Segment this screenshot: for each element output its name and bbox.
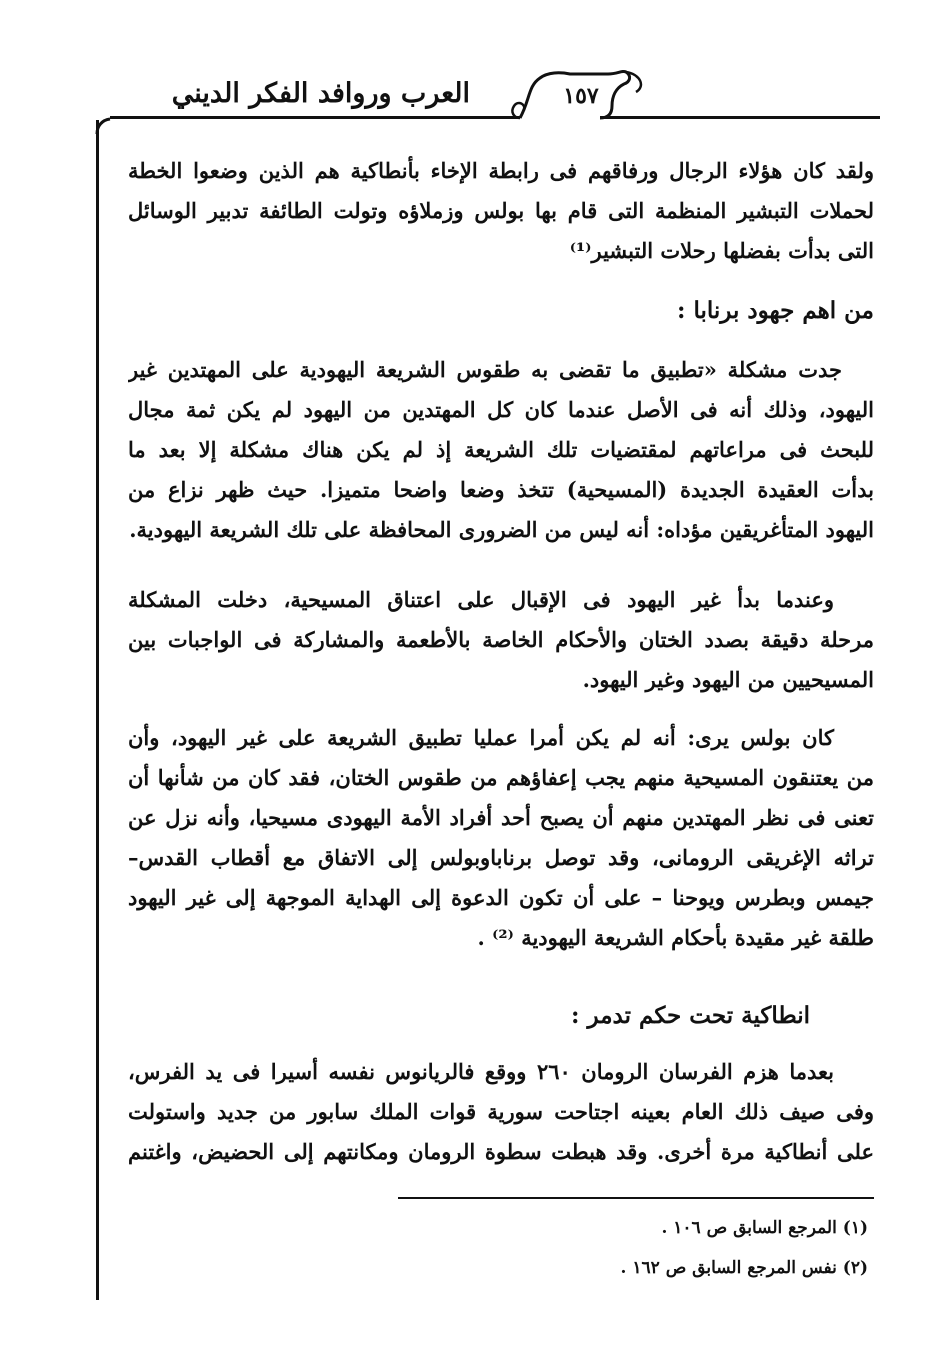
footnote-2: (٢) نفس المرجع السابق ص ١٦٢ .: [620, 1258, 868, 1278]
text-line: بدأت العقيدة الجديدة (المسيحية) تتخذ وضعا واضحا متميزا. حيث ظهر نزاع من: [128, 477, 874, 502]
text-line: تراثه الإغريقى الرومانى، وقد توصل برناباوبولس إلى الاتفاق مع أقطاب القدس–: [128, 845, 874, 870]
text-line: تعنى فى نظر المهتدين منهم أن يصبح أحد أفراد الأمة اليهودى مسيحيا، وأنه نزل عن: [128, 805, 874, 830]
text-line: كان بولس يرى: أنه لم يكن أمرا عمليا تطبيق الشريعة على غير اليهود، وأن: [128, 725, 834, 750]
paragraph-5: [128, 1052, 874, 1172]
text-line: للبحث فى مراعاتهم لمقتضيات تلك الشريعة إذ لم يكن هناك مشكلة إلا بعد ما: [128, 437, 874, 462]
running-header-title: العرب وروافد الفكر الديني: [171, 78, 470, 109]
page-number: ١٥٧: [563, 83, 599, 109]
text-line: وعندما بدأ غير اليهود فى الإقبال على اعتناق المسيحية، دخلت المشكلة: [128, 587, 834, 612]
text-line: التى بدأت بفضلها رحلات التبشير⁽¹⁾: [569, 238, 874, 263]
footnote-divider: [398, 1197, 874, 1199]
scroll-ornament-icon: [0, 0, 929, 140]
paragraph-2: [128, 350, 874, 550]
section-heading-antioch-palmyra: انطاكية تحت حكم تدمر :: [571, 1002, 810, 1029]
frame-top-right-border: [600, 116, 880, 119]
text-line: اليهود المتأغريقين مؤداه: أنه ليس من الضرورى المحافظة على تلك الشريعة اليهودية.: [129, 517, 874, 542]
section-heading-barnabas: من اهم جهود برنابا :: [676, 297, 874, 324]
text-line: جيمس وبطرس ويوحنا – على أن تكون الدعوة إلى الهداية الموجهة إلى غير اليهود: [128, 885, 874, 910]
paragraph-3: [128, 580, 874, 700]
paragraph-4: [128, 718, 874, 958]
text-line: لحملات التبشير المنظمة التى قام بها بولس وزملاؤه وتولت الطائفة تدبير الوسائل: [128, 198, 874, 223]
footnote-1: (١) المرجع السابق ص ١٠٦ .: [661, 1218, 868, 1238]
text-line: بعدما هزم الفرسان الرومان ٢٦٠ ووقع فالريانوس نفسه أسيرا فى يد الفرس،: [128, 1059, 834, 1084]
paragraph-1: [128, 151, 874, 271]
text-line: على أنطاكية مرة أخرى. وقد هبطت سطوة الرومان ومكانتهم إلى الحضيض، واغتنم: [128, 1139, 874, 1164]
frame-top-border: [110, 116, 520, 119]
text-line: ولقد كان هؤلاء الرجال ورفاقهم فى رابطة الإخاء بأنطاكية هم الذين وضعوا الخطة: [128, 158, 874, 183]
frame-left-border: [96, 120, 99, 1300]
text-line: مرحلة دقيقة بصدد الختان والأحكام الخاصة بالأطعمة والمشاركة فى الواجبات بين: [128, 627, 874, 652]
text-line: طلقة غير مقيدة بأحكام الشريعة اليهودية ⁽²⁾ .: [477, 925, 874, 950]
text-line: وفى صيف ذلك العام بعينه اجتاحت سورية قوات الملك سابور من جديد واستولت: [128, 1099, 874, 1124]
text-line: من يعتنقون المسيحية منهم يجب إعفاؤهم من طقوس الختان، فقد كان من شأنها أن: [128, 765, 874, 790]
text-line: جدت مشكلة «تطبيق ما تقضى به طقوس الشريعة اليهودية على المهتدين غير: [128, 357, 842, 382]
text-line: اليهود، وذلك أنه فى الأصل عندما كان كل المهتدين من اليهود لم يكن ثمة مجال: [128, 397, 874, 422]
text-line: المسيحيين من اليهود وغير اليهود.: [582, 667, 874, 692]
